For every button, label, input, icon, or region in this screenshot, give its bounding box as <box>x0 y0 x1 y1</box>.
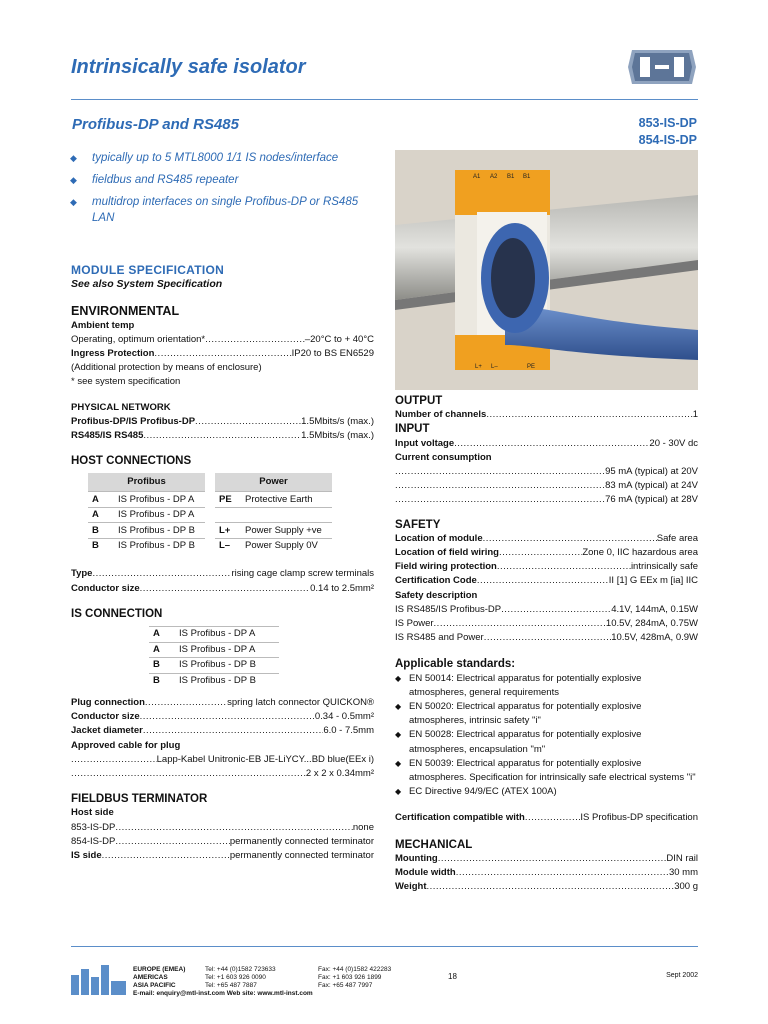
mechanical-heading: MECHANICAL <box>395 838 473 851</box>
product-photo <box>395 150 698 390</box>
table-row: B IS Profibus - DP B <box>149 658 279 674</box>
photo-terminal-label: B1 <box>507 174 515 180</box>
cert-compatible-row: Certification compatible with ..... IS Profibus-DP specification <box>395 811 698 825</box>
model-853: 853-IS-DP <box>638 116 697 130</box>
env-footnote: * see system specification <box>71 376 181 388</box>
footer-regions: EUROPE (EMEA) AMERICAS ASIA PACIFIC E-mail: enquiry@mtl-inst.com Web site: www.mtl-inst.com <box>133 966 313 997</box>
module-spec-heading: MODULE SPECIFICATION <box>71 263 225 277</box>
model-numbers <box>639 115 697 149</box>
cable-label: Approved cable for plug <box>71 739 181 751</box>
photo-terminal-label: B1 <box>523 174 531 180</box>
current-row: ..... 95 mA (typical) at 20V <box>395 465 698 479</box>
ingress-row: Ingress Protection ..... IP20 to BS EN6529 <box>71 347 374 361</box>
table-row: B IS Profibus - DP B <box>88 523 205 539</box>
footer-divider <box>71 946 698 947</box>
fieldbus-terminator-heading: FIELDBUS TERMINATOR <box>71 793 208 806</box>
terminator-row: IS side ..... permanently connected terminator <box>71 849 374 863</box>
page-number: 18 <box>448 972 457 981</box>
operating-row: Operating, optimum orientation* ..... –20°C to + 40°C <box>71 333 374 347</box>
cable-row-2: ..... 2 x 2 x 0.34mm² <box>71 767 374 781</box>
standard-item: ◆ EC Directive 94/9/EC (ATEX 100A) <box>395 786 557 798</box>
host-conductor-row: Conductor size ..... 0.14 to 2.5mm² <box>71 582 374 596</box>
host-connection-tables <box>88 473 374 553</box>
table-row <box>215 507 332 523</box>
one-one-badge-icon <box>626 46 698 88</box>
model-854: 854-IS-DP <box>638 133 697 147</box>
safety-description-label: Safety description <box>395 589 478 601</box>
page-title: Intrinsically safe isolator <box>71 56 306 78</box>
safety-row: Location of module ..... Safe area <box>395 532 698 546</box>
see-also: See also System Specification <box>71 278 223 291</box>
profibus-table: Profibus A IS Profibus - DP A A IS Profibus - DP A B IS Profibus - DP B B IS Profibus - DP B <box>88 473 205 553</box>
cable-row: ..... Lapp-Kabel Unitronic-EB JE-LiYCY...BD blue(EEx i) <box>71 753 374 767</box>
feature-item: ◆ fieldbus and RS485 repeater <box>70 172 380 188</box>
is-connection-heading: IS CONNECTION <box>71 607 163 620</box>
table-row: A IS Profibus - DP A <box>88 507 205 523</box>
standards-list <box>395 672 698 800</box>
ingress-note: (Additional protection by means of enclosure) <box>71 362 262 374</box>
product-subtitle: Profibus-DP and RS485 <box>72 116 239 133</box>
physical-network-heading: PHYSICAL NETWORK <box>71 401 171 413</box>
standard-item: ◆ EN 50039: Electrical apparatus for potentially explosive atmospheres. Specification for intrinsically safe electrical systems "i" <box>395 757 696 784</box>
safety-desc-row: IS RS485/IS Profibus-DP ..... 4.1V, 144mA, 0.15W <box>395 603 698 617</box>
footer-contact: E-mail: enquiry@mtl-inst.com Web site: www.mtl-inst.com <box>133 990 313 997</box>
safety-row: Location of field wiring ..... Zone 0, IIC hazardous area <box>395 546 698 560</box>
table-row: A IS Profibus - DP A <box>149 627 279 643</box>
jacket-row: Jacket diameter ..... 6.0 - 7.5mm <box>71 724 374 738</box>
footer-date: Sept 2002 <box>666 972 698 979</box>
table-row: B IS Profibus - DP B <box>149 673 279 688</box>
table-row: A IS Profibus - DP A <box>88 492 205 508</box>
current-row: ..... 83 mA (typical) at 24V <box>395 479 698 493</box>
left-column <box>71 263 374 863</box>
photo-terminal-label: A2 <box>490 174 498 180</box>
mechanical-row: Mounting ..... DIN rail <box>395 852 698 866</box>
feature-item: ◆ typically up to 5 MTL8000 1/1 IS nodes/interface <box>70 150 380 166</box>
header-divider <box>71 99 698 100</box>
table-row: B IS Profibus - DP B <box>88 538 205 553</box>
channels-row: Number of channels ..... 1 <box>395 408 698 422</box>
mechanical-row: Weight ..... 300 g <box>395 880 698 894</box>
voltage-row: Input voltage ..... 20 - 30V dc <box>395 437 698 451</box>
feature-item: ◆ multidrop interfaces on single Profibus-DP or RS485 LAN <box>70 194 380 226</box>
photo-power-label: L+ <box>475 364 482 370</box>
host-side-label: Host side <box>71 807 114 819</box>
environmental-heading: ENVIRONMENTAL <box>71 304 180 319</box>
photo-power-label: PE <box>527 364 536 370</box>
output-heading: OUTPUT <box>395 395 443 407</box>
terminator-row: 853-IS-DP ..... none <box>71 821 374 835</box>
table-row: PE Protective Earth <box>215 492 332 508</box>
plug-row: Plug connection ..... spring latch connector QUICKON® <box>71 696 374 710</box>
standard-item: ◆ EN 50014: Electrical apparatus for potentially explosive atmospheres, general requirements <box>395 672 642 698</box>
host-connections-heading: HOST CONNECTIONS <box>71 455 192 468</box>
mechanical-row: Module width ..... 30 mm <box>395 866 698 880</box>
ambient-label: Ambient temp <box>71 319 135 331</box>
mtl-logo-icon <box>71 965 126 995</box>
standards-heading: Applicable standards: <box>395 658 516 671</box>
power-table: Power PE Protective Earth L+ Power Supply +ve L– Power Supply 0V <box>215 473 332 553</box>
table-row: L– Power Supply 0V <box>215 538 332 553</box>
network-row: RS485/IS RS485 ..... 1.5Mbits/s (max.) <box>71 429 374 443</box>
is-connection-table <box>149 626 279 688</box>
terminator-row: 854-IS-DP ..... permanently connected terminator <box>71 835 374 849</box>
photo-terminal-label: A1 <box>473 174 481 180</box>
right-column <box>395 392 698 895</box>
input-heading: INPUT <box>395 423 430 436</box>
table-row: L+ Power Supply +ve <box>215 523 332 539</box>
current-row: ..... 76 mA (typical) at 28V <box>395 493 698 507</box>
standard-item: ◆ EN 50028: Electrical apparatus for potentially explosive atmospheres, encapsulation "m" <box>395 729 642 755</box>
safety-desc-row: IS RS485 and Power ..... 10.5V, 428mA, 0.9W <box>395 631 698 645</box>
is-conductor-row: Conductor size ..... 0.34 - 0.5mm² <box>71 710 374 724</box>
safety-row: Certification Code ..... II [1] G EEx m [ia] IIC <box>395 574 698 588</box>
photo-power-label: L– <box>491 364 498 370</box>
standard-item: ◆ EN 50020: Electrical apparatus for potentially explosive atmospheres, intrinsic safety "i" <box>395 701 642 727</box>
safety-heading: SAFETY <box>395 518 441 531</box>
table-row: A IS Profibus - DP A <box>149 642 279 658</box>
footer-faxes: Fax: +44 (0)1582 422283 Fax: +1 603 926 1899 Fax: +65 487 7997 <box>318 966 392 989</box>
type-row: Type ..... rising cage clamp screw terminals <box>71 567 374 581</box>
safety-desc-row: IS Power ..... 10.5V, 284mA, 0.75W <box>395 617 698 631</box>
isolator-module-image <box>395 150 698 390</box>
footer-tels: Tel: +44 (0)1582 723633 Tel: +1 603 926 0090 Tel: +65 487 7887 <box>205 966 276 989</box>
current-label: Current consumption <box>395 451 492 463</box>
network-row: Profibus-DP/IS Profibus-DP ..... 1.5Mbits/s (max.) <box>71 415 374 429</box>
feature-list <box>70 150 380 232</box>
safety-row: Field wiring protection ..... intrinsically safe <box>395 560 698 574</box>
